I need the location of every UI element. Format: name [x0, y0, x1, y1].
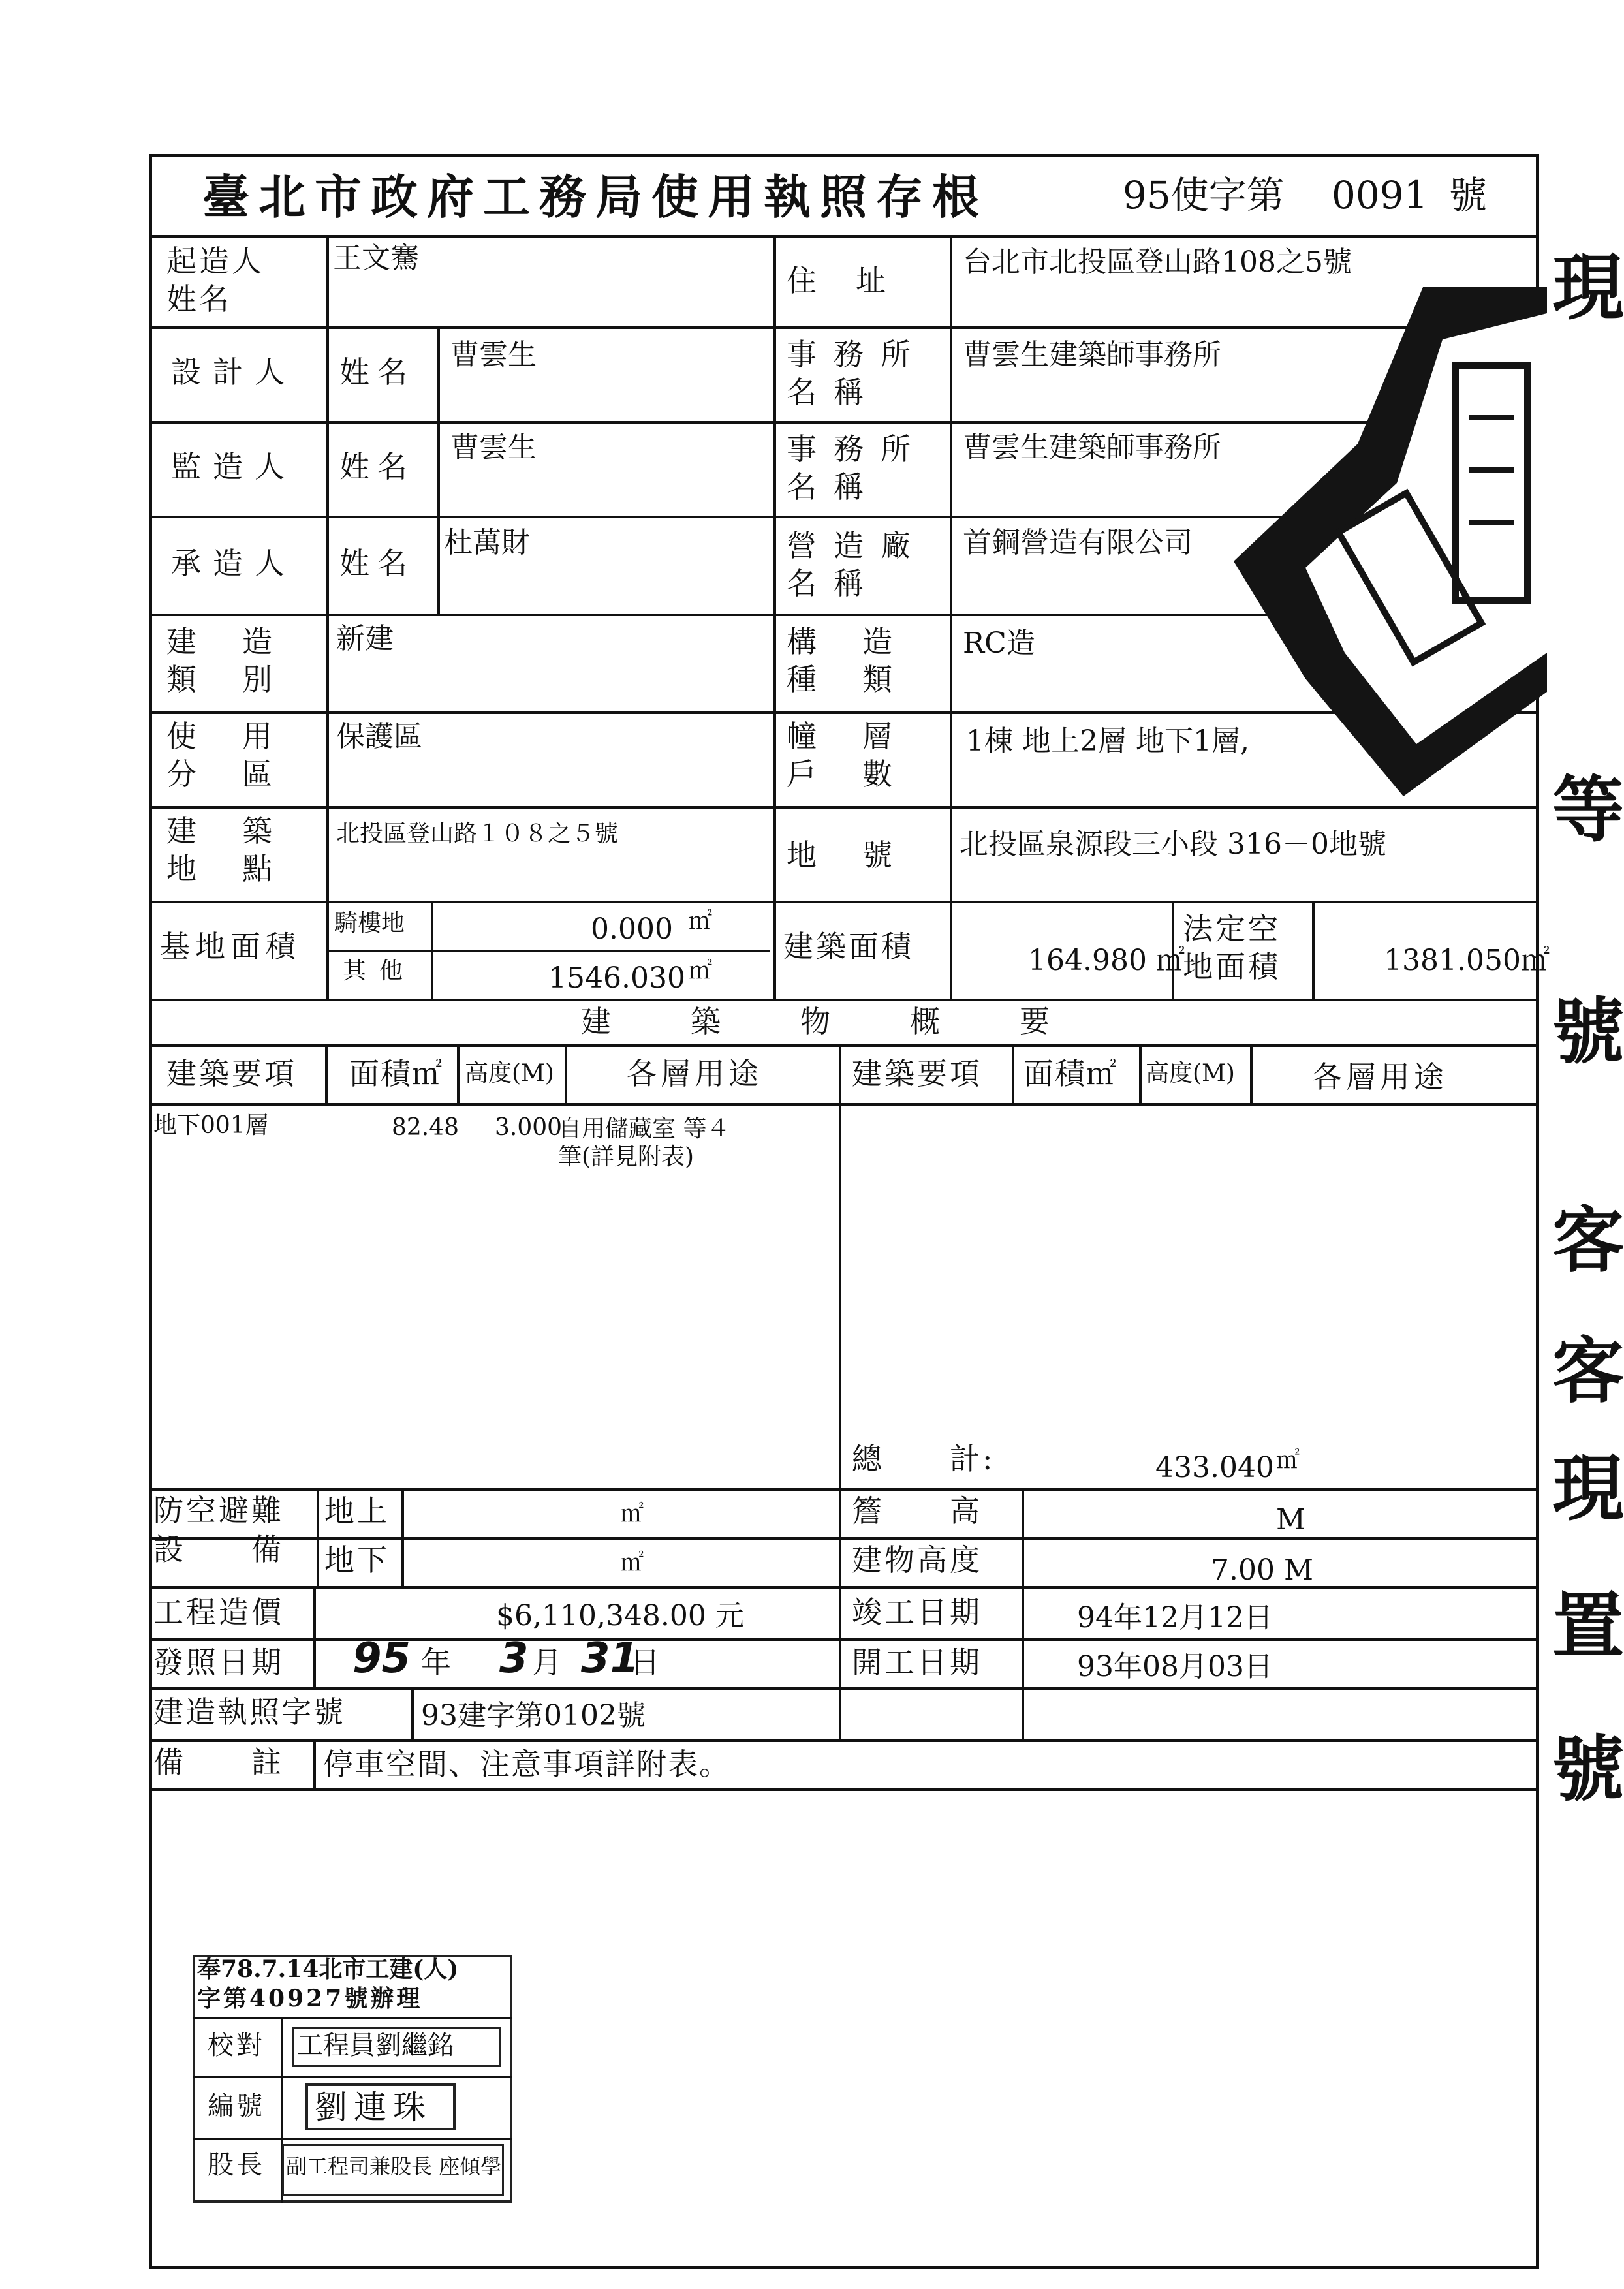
floor-row-use: 自用儲藏室 等４ 筆(詳見附表) — [558, 1115, 730, 1171]
doc-number-prefix: 95使字第 — [1123, 173, 1285, 217]
air-raid-label: 防空避難 設 備 — [153, 1493, 284, 1567]
total-label: 總 計: — [852, 1441, 995, 1476]
rule — [326, 950, 770, 952]
buildings-floors-label: 幢層 戶數 — [787, 719, 938, 792]
below-label: 地下 — [324, 1542, 390, 1578]
edge-glyph: 號 — [1552, 989, 1624, 1074]
rule — [149, 1739, 1539, 1742]
supervisor-name: 曹雲生 — [450, 431, 537, 464]
rule — [839, 1488, 841, 1739]
edge-glyph: 等 — [1552, 768, 1624, 852]
start-date: 93年08月03日 — [1077, 1650, 1273, 1683]
open-space-label: 法定空 地面積 — [1183, 911, 1281, 984]
unit-m2: ㎡ — [620, 1501, 644, 1527]
rule — [1250, 1044, 1253, 1103]
edge-glyph: 現 — [1552, 1446, 1624, 1531]
unit-m2: ㎡ — [689, 958, 713, 984]
doc-number: 0091 — [1332, 173, 1428, 217]
zoning: 保護區 — [336, 720, 422, 753]
rule — [313, 1739, 316, 1788]
height-header: 高度(M) — [465, 1060, 554, 1087]
name-label: 姓名 — [339, 449, 415, 484]
issue-month-handwritten: 3 — [499, 1634, 529, 1683]
rule — [1012, 1044, 1014, 1103]
company-label: 營造廠 名稱 — [787, 528, 928, 601]
rule — [149, 901, 1539, 903]
rule — [149, 1103, 1539, 1106]
rule — [411, 1687, 414, 1739]
rule — [193, 2017, 512, 2019]
zoning-label: 使用 分區 — [166, 719, 318, 792]
cost-label: 工程造價 — [153, 1595, 284, 1630]
rule — [149, 806, 1539, 809]
completion-date: 94年12月12日 — [1077, 1601, 1273, 1634]
structure-type: RC造 — [963, 627, 1035, 660]
item-header: 建築要項 — [852, 1056, 982, 1091]
build-type: 新建 — [336, 622, 394, 655]
site-area-label: 基地面積 — [160, 929, 301, 964]
open-space-area: 1381.050㎡ — [1384, 944, 1550, 977]
rule — [193, 2076, 512, 2078]
buildings-floors: 1棟 地上2層 地下1層, — [966, 724, 1249, 758]
rule — [839, 1044, 841, 1488]
floor-row-area: 82.48 — [392, 1114, 460, 1141]
supervisor-label: 監造人 — [171, 449, 296, 484]
day-label: 日 — [630, 1645, 663, 1680]
rule — [317, 1488, 319, 1586]
rule — [431, 901, 433, 999]
edge-glyph: 客 — [1552, 1198, 1624, 1283]
use-header: 各層用途 — [627, 1056, 762, 1091]
other-label: 其他 — [343, 958, 416, 984]
rule — [950, 901, 952, 999]
cost-value: $6,110,348.00 元 — [496, 1599, 744, 1632]
eave-height-unit: M — [1276, 1503, 1306, 1536]
contractor-name: 杜萬財 — [444, 526, 530, 559]
site-location: 北投區登山路１０８之５號 — [336, 820, 619, 847]
issue-day-handwritten: 31 — [581, 1634, 640, 1683]
name-label: 姓名 — [339, 354, 415, 390]
applicant-name: 王文騫 — [333, 241, 419, 275]
edge-glyph: 客 — [1552, 1329, 1624, 1413]
supervisor-office: 曹雲生建築師事務所 — [963, 431, 1221, 464]
designer-name: 曹雲生 — [450, 338, 537, 371]
total-area: 433.040 — [1155, 1451, 1274, 1484]
page-title: 臺北市政府工務局使用執照存根 — [202, 169, 989, 225]
site-location-label: 建築 地點 — [166, 813, 318, 886]
rule — [457, 1044, 460, 1103]
rule — [149, 999, 1539, 1001]
rule — [437, 326, 440, 614]
remarks-value: 停車空間、注意事項詳附表。 — [323, 1747, 730, 1782]
rule — [313, 1586, 316, 1687]
edge-glyph: 號 — [1552, 1727, 1624, 1811]
doc-number-suffix: 號 — [1449, 173, 1488, 217]
designer-office-label: 事務所 名稱 — [787, 337, 928, 410]
rule — [325, 1044, 328, 1103]
structure-type-label: 構造 種類 — [787, 624, 938, 697]
edge-glyph: 現 — [1552, 245, 1624, 330]
rule — [149, 1044, 1539, 1047]
arcade-label: 騎樓地 — [334, 910, 405, 937]
above-label: 地上 — [324, 1493, 390, 1529]
floor-row-height: 3.000 — [495, 1114, 563, 1141]
area-header: 面積㎡ — [349, 1056, 443, 1091]
unit-m2: ㎡ — [1276, 1447, 1300, 1474]
lot-no-label: 地號 — [787, 837, 938, 873]
rule — [326, 235, 329, 999]
rule — [149, 1537, 1539, 1540]
overview-heading: 建 築 物 概 要 — [581, 1004, 1056, 1039]
stamp-check-label: 校對 — [208, 2031, 265, 2061]
use-header: 各層用途 — [1312, 1059, 1448, 1095]
stamp-chief-label: 股長 — [208, 2150, 265, 2180]
rule — [149, 1488, 1539, 1491]
rule — [773, 235, 776, 999]
contractor-company: 首鋼營造有限公司 — [963, 526, 1193, 559]
area-header: 面積㎡ — [1023, 1056, 1117, 1091]
rule — [1139, 1044, 1142, 1103]
stamp-check-value: 工程員劉繼銘 — [297, 2031, 454, 2061]
build-type-label: 建造 類別 — [166, 624, 318, 697]
unit-m2: ㎡ — [689, 908, 713, 935]
permit-no: 93建字第0102號 — [421, 1699, 646, 1732]
address-value: 台北市北投區登山路108之5號 — [963, 245, 1352, 279]
rule — [401, 1488, 404, 1586]
rule — [149, 1687, 1539, 1690]
stamp-chief-value: 副工程司兼股長 座傾學 — [286, 2154, 502, 2179]
lot-no: 北投區泉源段三小段 316－0地號 — [960, 828, 1386, 861]
month-label: 月 — [532, 1645, 565, 1680]
name-label: 姓名 — [339, 546, 415, 581]
unit-m2: ㎡ — [620, 1549, 644, 1576]
edge-glyph: 置 — [1552, 1583, 1624, 1668]
issue-year-handwritten: 95 — [352, 1634, 411, 1683]
stamp-line-1: 奉78.7.14北市工建(人) — [197, 1955, 459, 1983]
building-height-label: 建物高度 — [852, 1542, 982, 1578]
building-area: 164.980 ㎡ — [1028, 944, 1185, 977]
rule — [565, 1044, 567, 1103]
rule — [149, 1586, 1539, 1589]
eave-height-label: 簷 高 — [852, 1493, 982, 1529]
building-area-label: 建築面積 — [783, 929, 914, 964]
permit-no-label: 建造執照字號 — [153, 1694, 345, 1730]
rule — [149, 1788, 1539, 1791]
applicant-label: 起造人 姓名 — [166, 243, 264, 317]
rule — [1312, 901, 1315, 999]
address-label: 住址 — [787, 263, 925, 298]
item-header: 建築要項 — [166, 1056, 297, 1091]
floor-row-floor: 地下001層 — [153, 1112, 269, 1139]
stamp-line-2: 字第40927號辦理 — [197, 1985, 423, 2012]
rule — [950, 235, 952, 901]
stamp-number-value: 劉連珠 — [315, 2089, 432, 2126]
rule — [149, 235, 1539, 238]
building-height: 7.00 M — [1211, 1553, 1314, 1587]
designer-office: 曹雲生建築師事務所 — [963, 338, 1221, 371]
other-area: 1546.030 — [548, 961, 685, 995]
arcade-area: 0.000 — [591, 912, 673, 946]
stamp-number-label: 編號 — [208, 2091, 265, 2121]
designer-label: 設計人 — [171, 354, 296, 390]
issue-date-label: 發照日期 — [153, 1645, 284, 1680]
completion-date-label: 竣工日期 — [852, 1595, 982, 1630]
supervisor-office-label: 事務所 名稱 — [787, 431, 928, 505]
contractor-label: 承造人 — [171, 546, 296, 581]
remarks-label: 備 註 — [153, 1745, 284, 1780]
height-header: 高度(M) — [1146, 1060, 1235, 1087]
rule — [1022, 1488, 1024, 1739]
start-date-label: 開工日期 — [852, 1645, 982, 1680]
official-seal-partial — [1208, 287, 1547, 796]
year-label: 年 — [421, 1645, 454, 1680]
rule — [193, 2138, 512, 2140]
